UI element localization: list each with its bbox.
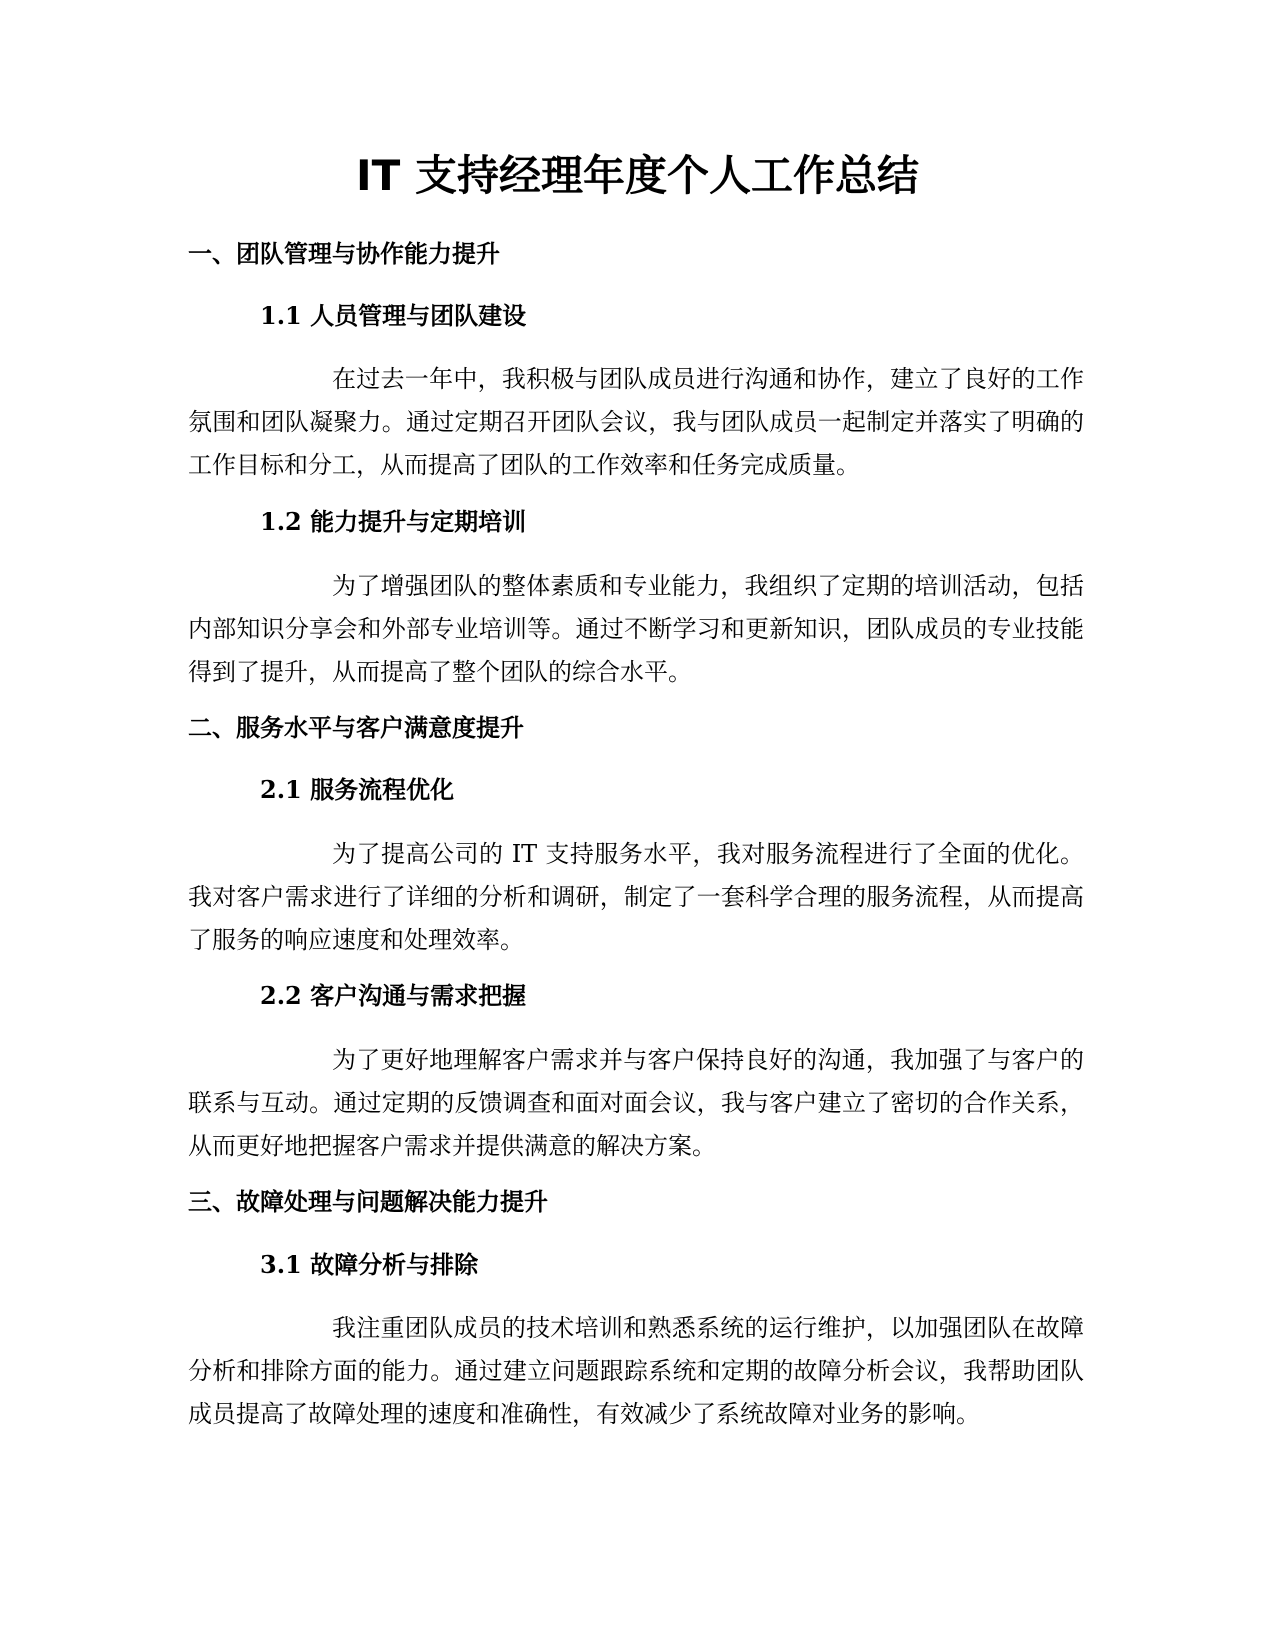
subsection-heading-2-1: 2.1 服务流程优化 <box>260 775 455 804</box>
paragraph-2-1: 为了提高公司的 IT 支持服务水平，我对服务流程进行了全面的优化。我对客户需求进行了详细的分析和调研，制定了一套科学合理的服务流程，从而提高了服务的响应速度和处理效率。 <box>188 840 1084 954</box>
section-heading-1: 一、团队管理与协作能力提升 <box>188 240 500 268</box>
subsection-heading-1-2: 1.2 能力提升与定期培训 <box>260 507 527 536</box>
subsection-heading-3-1: 3.1 故障分析与排除 <box>260 1250 479 1279</box>
section-heading-2: 二、服务水平与客户满意度提升 <box>188 714 524 742</box>
paragraph-1-1: 在过去一年中，我积极与团队成员进行沟通和协作，建立了良好的工作氛围和团队凝聚力。通过定期召开团队会议，我与团队成员一起制定并落实了明确的工作目标和分工，从而提高了团队的工作效率和任务完成质量。 <box>188 365 1084 479</box>
subsection-heading-1-1: 1.1 人员管理与团队建设 <box>260 301 527 330</box>
page-title: IT 支持经理年度个人工作总结 <box>356 151 919 200</box>
paragraph-2-2: 为了更好地理解客户需求并与客户保持良好的沟通，我加强了与客户的联系与互动。通过定期的反馈调查和面对面会议，我与客户建立了密切的合作关系，从而更好地把握客户需求并提供满意的解决方案。 <box>188 1046 1084 1160</box>
paragraph-3-1: 我注重团队成员的技术培训和熟悉系统的运行维护，以加强团队在故障分析和排除方面的能力。通过建立问题跟踪系统和定期的故障分析会议，我帮助团队成员提高了故障处理的速度和准确性，有效减少了系统故障对业务的影响。 <box>188 1314 1084 1428</box>
section-heading-3: 三、故障处理与问题解决能力提升 <box>188 1188 548 1216</box>
subsection-heading-2-2: 2.2 客户沟通与需求把握 <box>260 981 527 1010</box>
paragraph-1-2: 为了增强团队的整体素质和专业能力，我组织了定期的培训活动，包括内部知识分享会和外部专业培训等。通过不断学习和更新知识，团队成员的专业技能得到了提升，从而提高了整个团队的综合水平。 <box>188 572 1084 686</box>
